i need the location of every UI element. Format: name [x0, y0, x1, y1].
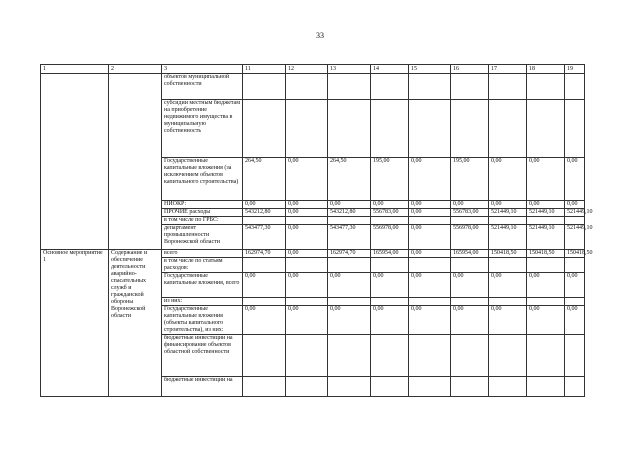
value-cell: 0,00: [286, 306, 328, 335]
value-cell: 0,00: [451, 273, 489, 298]
value-cell: 0,00: [409, 306, 451, 335]
value-cell: [409, 74, 451, 100]
column-number: 1: [41, 65, 109, 74]
header-row: [41, 65, 585, 74]
value-cell: 556783,00: [371, 209, 409, 217]
value-cell: [286, 217, 328, 225]
value-cell: 0,00: [489, 273, 527, 298]
value-cell: [527, 100, 565, 158]
value-cell: 0,00: [243, 201, 286, 209]
value-cell: [243, 100, 286, 158]
value-cell: [243, 298, 286, 306]
value-cell: 0,00: [565, 158, 585, 201]
value-cell: 0,00: [565, 306, 585, 335]
value-cell: 264,50: [328, 158, 371, 201]
column-number: 16: [451, 65, 489, 74]
value-cell: [371, 335, 409, 377]
value-cell: 165954,00: [451, 250, 489, 258]
value-cell: [286, 100, 328, 158]
budget-table: [40, 64, 593, 397]
value-cell: [489, 217, 527, 225]
value-cell: 543477,30: [243, 225, 286, 250]
value-cell: 0,00: [565, 201, 585, 209]
column-number: 15: [409, 65, 451, 74]
value-cell: [328, 74, 371, 100]
value-cell: [409, 377, 451, 397]
value-cell: [371, 377, 409, 397]
value-cell: 0,00: [565, 273, 585, 298]
value-cell: [451, 258, 489, 273]
event-name: Основное мероприятие 1: [41, 250, 109, 397]
value-cell: 521449,10: [489, 225, 527, 250]
expense-item: Государственные капитальные вложения, всего: [162, 273, 243, 298]
value-cell: [371, 74, 409, 100]
value-cell: 0,00: [243, 306, 286, 335]
value-cell: 556978,00: [451, 225, 489, 250]
value-cell: [489, 298, 527, 306]
table-row: [41, 74, 585, 100]
value-cell: [489, 100, 527, 158]
value-cell: [371, 258, 409, 273]
column-number: 11: [243, 65, 286, 74]
value-cell: [451, 217, 489, 225]
value-cell: 543212,80: [328, 209, 371, 217]
value-cell: 195,00: [451, 158, 489, 201]
value-cell: 521449,10: [565, 225, 585, 250]
column-number: 12: [286, 65, 328, 74]
value-cell: [527, 377, 565, 397]
value-cell: 195,00: [371, 158, 409, 201]
value-cell: 0,00: [409, 209, 451, 217]
column-number: 13: [328, 65, 371, 74]
value-cell: [286, 377, 328, 397]
column-number: 14: [371, 65, 409, 74]
value-cell: [409, 258, 451, 273]
value-cell: 0,00: [286, 209, 328, 217]
value-cell: 0,00: [286, 158, 328, 201]
value-cell: [328, 217, 371, 225]
value-cell: 150418,50: [489, 250, 527, 258]
value-cell: [409, 298, 451, 306]
expense-item: из них:: [162, 298, 243, 306]
value-cell: [565, 74, 585, 100]
value-cell: [527, 74, 565, 100]
value-cell: 521449,10: [565, 209, 585, 217]
value-cell: [328, 258, 371, 273]
value-cell: [371, 100, 409, 158]
value-cell: [489, 74, 527, 100]
value-cell: 0,00: [527, 273, 565, 298]
value-cell: [489, 377, 527, 397]
value-cell: 0,00: [371, 201, 409, 209]
expense-item: бюджетные инвестиции на финансирование объектов областной собственности: [162, 335, 243, 377]
expense-item: объектов муниципальной собственности: [162, 74, 243, 100]
value-cell: 0,00: [451, 201, 489, 209]
value-cell: [286, 74, 328, 100]
value-cell: [243, 258, 286, 273]
value-cell: [451, 335, 489, 377]
column-number: 3: [162, 65, 243, 74]
value-cell: 0,00: [328, 306, 371, 335]
value-cell: 0,00: [409, 273, 451, 298]
value-cell: 0,00: [371, 306, 409, 335]
value-cell: [371, 298, 409, 306]
value-cell: [565, 298, 585, 306]
expense-item: ПРОЧИЕ расходы: [162, 209, 243, 217]
value-cell: 0,00: [328, 201, 371, 209]
expense-item: в том числе по ГРБС:: [162, 217, 243, 225]
value-cell: 521449,10: [489, 209, 527, 217]
expense-item: субсидии местным бюджетам на приобретение недвижимого имущества в муниципальную собственность: [162, 100, 243, 158]
expense-item: в том числе по статьям расходов:: [162, 258, 243, 273]
value-cell: [565, 258, 585, 273]
value-cell: [328, 377, 371, 397]
event-description: Содержание и обеспечение деятельности аварийно-спасательных служб и гражданской обороны Воронежской области: [109, 250, 162, 397]
value-cell: [286, 298, 328, 306]
value-cell: [489, 258, 527, 273]
value-cell: [371, 217, 409, 225]
value-cell: [286, 258, 328, 273]
value-cell: 0,00: [527, 201, 565, 209]
expense-item: НИОКР:: [162, 201, 243, 209]
value-cell: [409, 100, 451, 158]
expense-item: Государственные капитальные вложения (за исключением объектов капитального строительства): [162, 158, 243, 201]
value-cell: 0,00: [286, 201, 328, 209]
value-cell: 162974,70: [328, 250, 371, 258]
column-number: 17: [489, 65, 527, 74]
value-cell: 0,00: [451, 306, 489, 335]
value-cell: 0,00: [527, 306, 565, 335]
value-cell: 0,00: [489, 201, 527, 209]
value-cell: 0,00: [527, 158, 565, 201]
value-cell: 556783,00: [451, 209, 489, 217]
value-cell: [451, 298, 489, 306]
value-cell: 0,00: [409, 250, 451, 258]
value-cell: [451, 377, 489, 397]
value-cell: [286, 335, 328, 377]
value-cell: [328, 100, 371, 158]
value-cell: 0,00: [489, 158, 527, 201]
program-cell: [41, 74, 109, 250]
value-cell: 0,00: [489, 306, 527, 335]
value-cell: [409, 335, 451, 377]
value-cell: [243, 217, 286, 225]
expense-item: всего: [162, 250, 243, 258]
value-cell: [243, 335, 286, 377]
expense-item: Государственные капитальные вложения (объекты капитального строительства), из них:: [162, 306, 243, 335]
value-cell: [409, 217, 451, 225]
value-cell: [328, 298, 371, 306]
value-cell: 543477,30: [328, 225, 371, 250]
value-cell: [527, 217, 565, 225]
value-cell: 162974,70: [243, 250, 286, 258]
value-cell: 0,00: [286, 250, 328, 258]
value-cell: 150418,50: [565, 250, 585, 258]
value-cell: 0,00: [409, 201, 451, 209]
value-cell: [565, 217, 585, 225]
value-cell: 0,00: [409, 225, 451, 250]
value-cell: 264,50: [243, 158, 286, 201]
column-number: 18: [527, 65, 565, 74]
expense-item: департамент промышленности Воронежской области: [162, 225, 243, 250]
value-cell: [565, 377, 585, 397]
value-cell: [565, 100, 585, 158]
value-cell: 0,00: [286, 225, 328, 250]
value-cell: [243, 377, 286, 397]
page-number: 33: [316, 31, 324, 40]
value-cell: 150418,50: [527, 250, 565, 258]
value-cell: 556978,00: [371, 225, 409, 250]
value-cell: [451, 100, 489, 158]
value-cell: 0,00: [328, 273, 371, 298]
value-cell: [243, 74, 286, 100]
value-cell: 521449,10: [527, 209, 565, 217]
value-cell: [527, 258, 565, 273]
value-cell: [451, 74, 489, 100]
value-cell: 0,00: [243, 273, 286, 298]
value-cell: 165954,00: [371, 250, 409, 258]
value-cell: [565, 335, 585, 377]
value-cell: 0,00: [409, 158, 451, 201]
description-cell: [109, 74, 162, 250]
value-cell: 543212,80: [243, 209, 286, 217]
value-cell: [527, 335, 565, 377]
value-cell: [489, 335, 527, 377]
expense-item: бюджетные инвестиции на: [162, 377, 243, 397]
value-cell: 0,00: [286, 273, 328, 298]
value-cell: [527, 298, 565, 306]
column-number: 2: [109, 65, 162, 74]
value-cell: 521449,10: [527, 225, 565, 250]
column-number: 19: [565, 65, 585, 74]
value-cell: [328, 335, 371, 377]
value-cell: 0,00: [371, 273, 409, 298]
table-row: [41, 250, 585, 258]
